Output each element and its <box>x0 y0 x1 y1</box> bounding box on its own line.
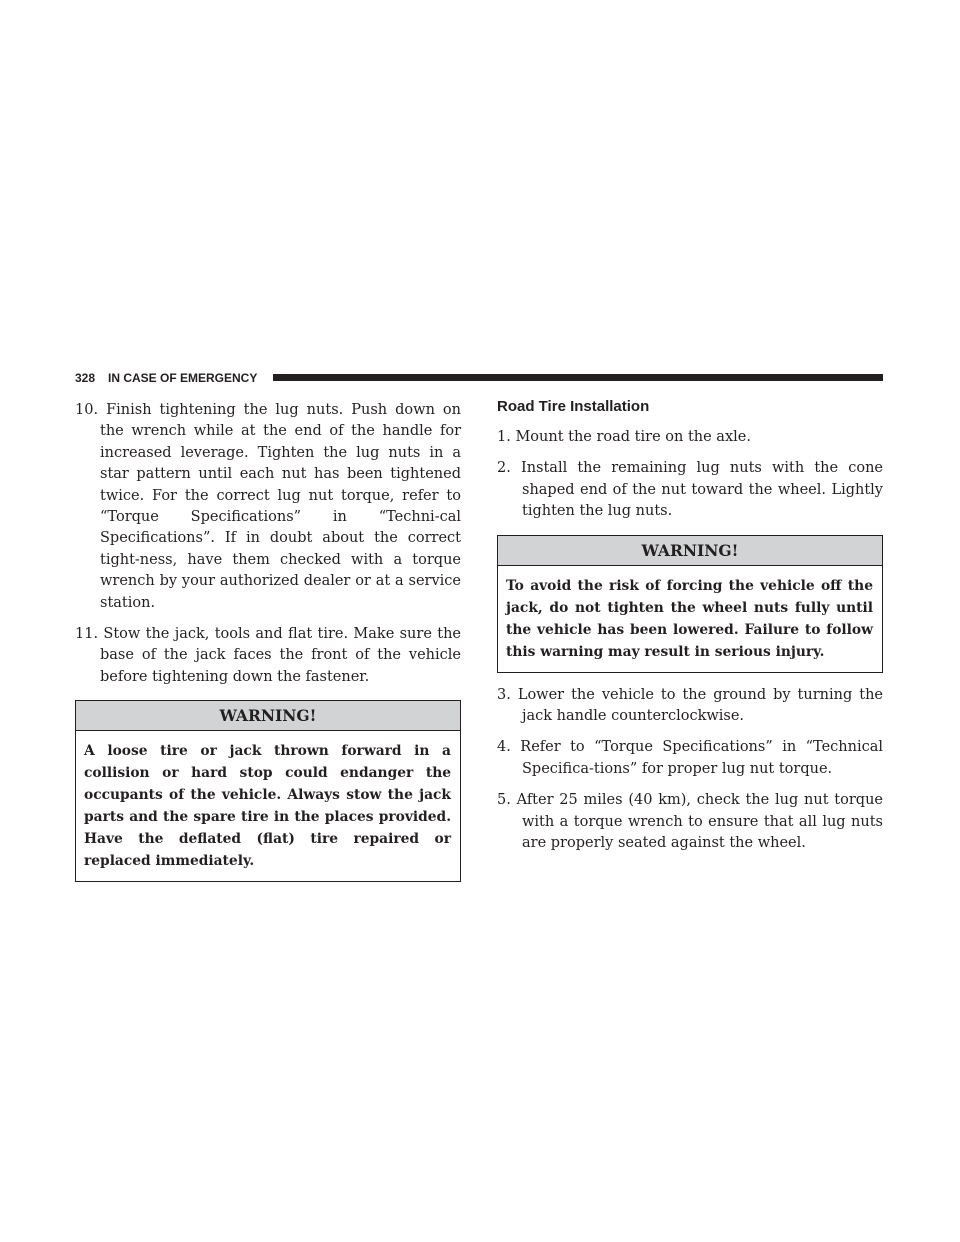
left-column <box>75 400 461 894</box>
warning-box-stow <box>75 700 461 882</box>
step-3: 3. Lower the vehicle to the ground by turning the jack handle counterclockwise. <box>497 686 883 725</box>
page-header <box>75 370 883 386</box>
step-11: 11. Stow the jack, tools and flat tire. Make sure the base of the jack faces the front of the vehicle before tightening down the fastener. <box>75 626 461 685</box>
step-10: 10. Finish tightening the lug nuts. Push down on the wrench while at the end of the handle for increased leverage. Tighten the lug nuts in a star pattern until each nut has been tightened twice. For the correct lug nut torque, refer to “Torque Specifications” in “Techni-cal Specifications”. If in doubt about the correct tight-ness, have them checked with a torque wrench by your authorized dealer or at a service station. <box>75 402 461 611</box>
page-number: 328 <box>75 371 96 385</box>
right-column <box>497 400 883 864</box>
warning-box-jack <box>497 535 883 673</box>
warning-title: WARNING! <box>498 536 882 566</box>
step-1: 1. Mount the road tire on the axle. <box>497 429 751 445</box>
warning-text: To avoid the risk of forcing the vehicle off the jack, do not tighten the wheel nuts fully until the vehicle has been lowered. Failure to follow this warning may result in serious injury. <box>506 577 873 660</box>
step-5: 5. After 25 miles (40 km), check the lug nut torque with a torque wrench to ensure that all lug nuts are properly seated against the wheel. <box>497 792 883 852</box>
step-4: 4. Refer to “Torque Specifications” in “Technical Specifica-tions” for proper lug nut torque. <box>497 739 883 777</box>
warning-text: A loose tire or jack thrown forward in a collision or hard stop could endanger the occupants of the vehicle. Always stow the jack parts and the spare tire in the places provided. Have the deflated (flat) tire repaired or replaced immediately. <box>84 743 451 870</box>
warning-title: WARNING! <box>76 701 460 731</box>
step-2: 2. Install the remaining lug nuts with the cone shaped end of the nut toward the wheel. Lightly tighten the lug nuts. <box>497 460 883 520</box>
header-rule <box>273 374 883 381</box>
section-title: IN CASE OF EMERGENCY <box>108 371 258 385</box>
road-tire-installation-heading: Road Tire Installation <box>497 398 650 415</box>
